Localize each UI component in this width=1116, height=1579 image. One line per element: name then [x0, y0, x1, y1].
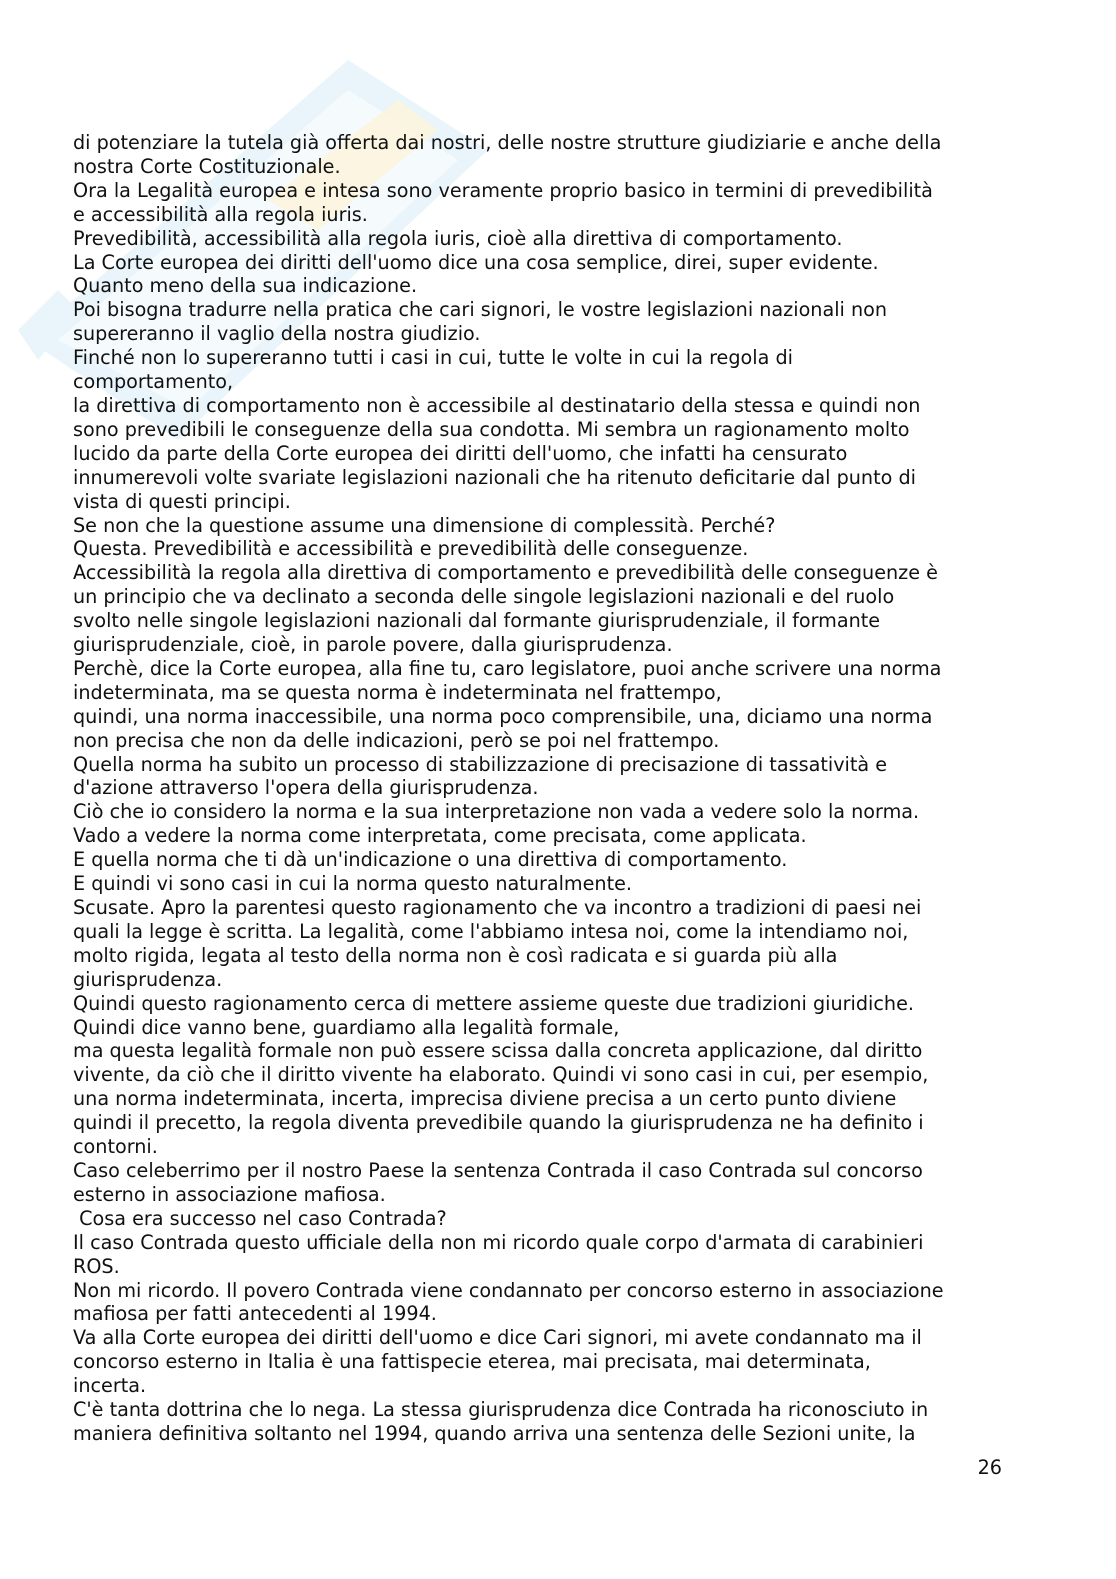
text-line: contorni. — [73, 1135, 158, 1159]
page-number: 26 — [977, 1456, 1002, 1479]
text-line: Cosa era successo nel caso Contrada? — [73, 1206, 447, 1230]
text-line: Il caso Contrada questo ufficiale della non mi ricordo quale corpo d'armata di carabinieri — [73, 1230, 924, 1254]
text-line: La Corte europea dei diritti dell'uomo dice una cosa semplice, direi, super evidente. — [73, 250, 879, 274]
text-line: la direttiva di comportamento non è accessibile al destinatario della stessa e quindi non — [73, 393, 921, 417]
text-line: vista di questi principi. — [73, 489, 291, 513]
text-line: Ciò che io considero la norma e la sua interpretazione non vada a vedere solo la norma. — [73, 800, 920, 824]
text-line: nostra Corte Costituzionale. — [73, 154, 341, 178]
text-line: quindi, una norma inaccessibile, una norma poco comprensibile, una, diciamo una norma — [73, 704, 933, 728]
text-line: supereranno il vaglio della nostra giudizio. — [73, 322, 481, 346]
text-line: E quella norma che ti dà un'indicazione o una direttiva di comportamento. — [73, 848, 788, 872]
text-line: incerta. — [73, 1374, 147, 1398]
text-line: e accessibilità alla regola iuris. — [73, 202, 368, 226]
text-line: concorso esterno in Italia è una fattispecie eterea, mai precisata, mai determinata, — [73, 1350, 871, 1374]
text-line: Vado a vedere la norma come interpretata, come precisata, come applicata. — [73, 824, 807, 848]
text-line: lucido da parte della Corte europea dei diritti dell'uomo, che infatti ha censurato — [73, 441, 848, 465]
text-line: sono prevedibili le conseguenze della sua condotta. Mi sembra un ragionamento molto — [73, 417, 910, 441]
text-line: Ora la Legalità europea e intesa sono veramente proprio basico in termini di prevedibilità — [73, 178, 933, 202]
document-body — [73, 131, 1053, 1446]
text-line: Quindi questo ragionamento cerca di mettere assieme queste due tradizioni giuridiche. — [73, 991, 914, 1015]
text-line: un principio che va declinato a seconda delle singole legislazioni nazionali e del ruolo — [73, 585, 895, 609]
text-line: vivente, da ciò che il diritto vivente ha elaborato. Quindi vi sono casi in cui, per esempio, — [73, 1063, 929, 1087]
text-line: non precisa che non da delle indicazioni, però se poi nel frattempo. — [73, 728, 720, 752]
text-line: Perchè, dice la Corte europea, alla fine tu, caro legislatore, puoi anche scrivere una norma — [73, 656, 942, 680]
text-line: indeterminata, ma se questa norma è indeterminata nel frattempo, — [73, 680, 722, 704]
text-line: quindi il precetto, la regola diventa prevedibile quando la giurisprudenza ne ha definito i — [73, 1111, 924, 1135]
text-line: Se non che la questione assume una dimensione di complessità. Perché? — [73, 513, 776, 537]
text-line: Poi bisogna tradurre nella pratica che cari signori, le vostre legislazioni nazionali non — [73, 298, 888, 322]
text-line: molto rigida, legata al testo della norma non è così radicata e si guarda più alla — [73, 943, 838, 967]
text-line: Non mi ricordo. Il povero Contrada viene condannato per concorso esterno in associazione — [73, 1278, 944, 1302]
text-line: Quanto meno della sua indicazione. — [73, 274, 418, 298]
text-line: maniera definitiva soltanto nel 1994, quando arriva una sentenza delle Sezioni unite, la — [73, 1421, 916, 1445]
text-line: Caso celeberrimo per il nostro Paese la sentenza Contrada il caso Contrada sul concorso — [73, 1158, 923, 1182]
text-line: Quella norma ha subito un processo di stabilizzazione di precisazione di tassatività e — [73, 752, 888, 776]
text-line: quali la legge è scritta. La legalità, come l'abbiamo intesa noi, come la intendiamo noi, — [73, 919, 909, 943]
text-line: di potenziare la tutela già offerta dai nostri, delle nostre strutture giudiziarie e anche della — [73, 131, 942, 154]
text-line: svolto nelle singole legislazioni nazionali dal formante giurisprudenziale, il formante — [73, 609, 881, 633]
text-line: Finché non lo supereranno tutti i casi in cui, tutte le volte in cui la regola di — [73, 346, 793, 370]
text-line: Va alla Corte europea dei diritti dell'uomo e dice Cari signori, mi avete condannato ma il — [73, 1326, 922, 1350]
text-line: Prevedibilità, accessibilità alla regola iuris, cioè alla direttiva di comportamento. — [73, 226, 843, 250]
text-line: ma questa legalità formale non può essere scissa dalla concreta applicazione, dal diritto — [73, 1039, 923, 1063]
text-line: ROS. — [73, 1254, 120, 1278]
text-line: giurisprudenza. — [73, 967, 223, 991]
text-line: mafiosa per fatti antecedenti al 1994. — [73, 1302, 437, 1326]
text-line: Quindi dice vanno bene, guardiamo alla legalità formale, — [73, 1015, 620, 1039]
text-line: una norma indeterminata, incerta, imprecisa diviene precisa a un certo punto diviene — [73, 1087, 897, 1111]
text-line: comportamento, — [73, 370, 234, 394]
text-line: E quindi vi sono casi in cui la norma questo naturalmente. — [73, 872, 633, 896]
text-line: esterno in associazione mafiosa. — [73, 1182, 386, 1206]
text-line: d'azione attraverso l'opera della giurisprudenza. — [73, 776, 539, 800]
text-line: Accessibilità la regola alla direttiva di comportamento e prevedibilità delle conseguenze è — [73, 561, 938, 585]
text-line: Scusate. Apro la parentesi questo ragionamento che va incontro a tradizioni di paesi nei — [73, 896, 922, 919]
text-line: innumerevoli volte svariate legislazioni nazionali che ha ritenuto deficitarie dal punto di — [73, 465, 916, 489]
text-line: giurisprudenziale, cioè, in parole povere, dalla giurisprudenza. — [73, 633, 673, 657]
text-line: Questa. Prevedibilità e accessibilità e prevedibilità delle conseguenze. — [73, 537, 749, 561]
text-line: C'è tanta dottrina che lo nega. La stessa giurisprudenza dice Contrada ha riconosciuto in — [73, 1398, 929, 1422]
